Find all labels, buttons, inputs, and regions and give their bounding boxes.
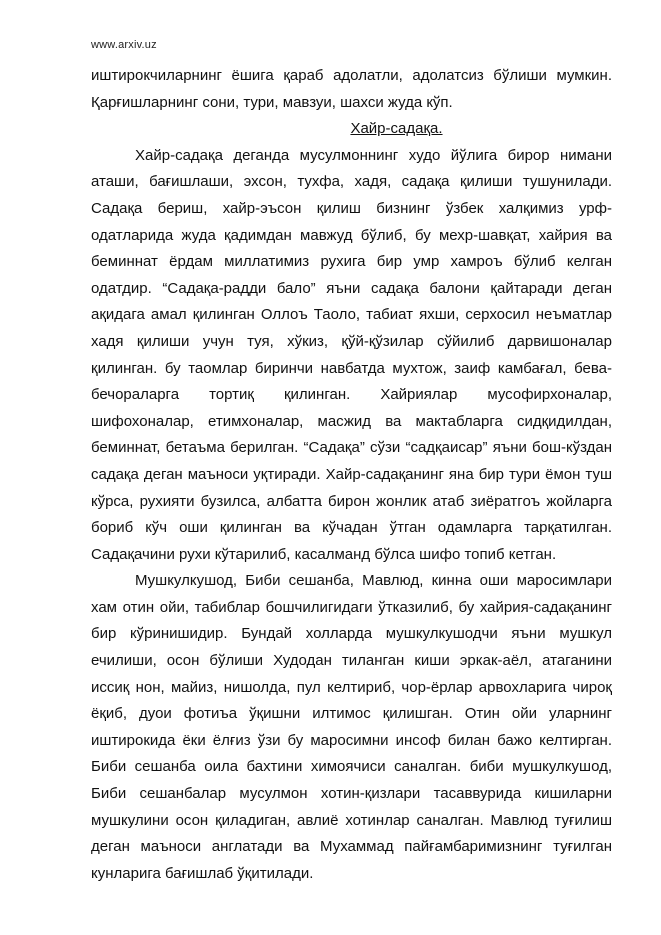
document-body xyxy=(91,63,612,887)
intro-paragraph: иштирокчиларнинг ёшига қараб адолатли, адолатсиз бўлиши мумкин. Қарғишларнинг сони, тури, мавзуи, шахси жуда кўп. xyxy=(91,67,612,111)
source-watermark: www.arxiv.uz xyxy=(91,39,157,51)
section-heading-text: Хайр-садақа. xyxy=(350,120,443,138)
body-paragraph-2: Мушкулкушод, Биби сешанба, Мавлюд, кинна оши маросимлари хам отин ойи, табиблар бошчилигидаги ўтказилиб, бу хайрия-садақанинг бир кўринишидир. Бундай холларда мушкулкушодчи яъни мушкул ечилиши, осон бўлиши Худодан тиланган киши эркак-аёл, атаганини иссиқ нон, майиз, нишолда, пул келтириб, чор-ёрлар арвохларига чироқ ёқиб, дуои фотиъа ўқишни илтимос қилишган. Отин ойи уларнинг иштирокида ёки ёлғиз ўзи бу маросимни инсоф билан бажо келтирган. Биби сешанба оила бахтини химоячиси саналган. биби мушкулкушод, Биби сешанбалар мусулмон хотин-қизлари тасаввурида кишиларни мушкулини осон қиладиган, авлиё хотинлар саналган. Мавлюд туғилиш деган маъноси англатади ва Мухаммад пайғамбаримизнинг туғилган кунларига бағишлаб ўқитилади. xyxy=(91,572,612,882)
section-heading xyxy=(91,116,612,143)
body-paragraph-1: Хайр-садақа деганда мусулмоннинг худо йўлига бирор нимани аташи, бағишлаши, эхсон, тухфа, хадя, садақа қилиши тушунилади. Садақа бериш, хайр-эъсон қилиш бизнинг ўзбек халқимиз урф-одатларида жуда қадимдан мавжуд бўлиб, бу мехр-шавқат, хайрия ва беминнат ёрдам миллатимиз рухига бир умр хамроъ бўлиб келган одатдир. “Садақа-радди бало” яъни садақа балони қайтаради деган ақидага амал қилинган Оллоъ Таоло, табиат яхши, серхосил неъматлар хадя қилиши учун туя, хўкиз, қўй-қўзилар сўйилиб дарвишоналар қилинган. бу таомлар биринчи навбатда мухтож, заиф камбағал, бева-бечораларга тортиқ қилинган. Хайриялар мусофирхоналар, шифохоналар, етимхоналар, масжид ва мактабларга сидқидилдан, беминнат, бетаъма берилган. “Садақа” сўзи “садқаисар” яъни бош-кўздан садақа деган маъноси уқтиради. Хайр-садақанинг яна бир тури ёмон туш кўрса, рухияти бузилса, албатта бирон жонлик атаб зиёратгоъ жойларга бориб кўч оши қилинган ва кўчадан ўтган одамларга тарқатилган. Садақачини рухи кўтарилиб, касалманд бўлса шифо топиб кетган. xyxy=(91,146,612,563)
